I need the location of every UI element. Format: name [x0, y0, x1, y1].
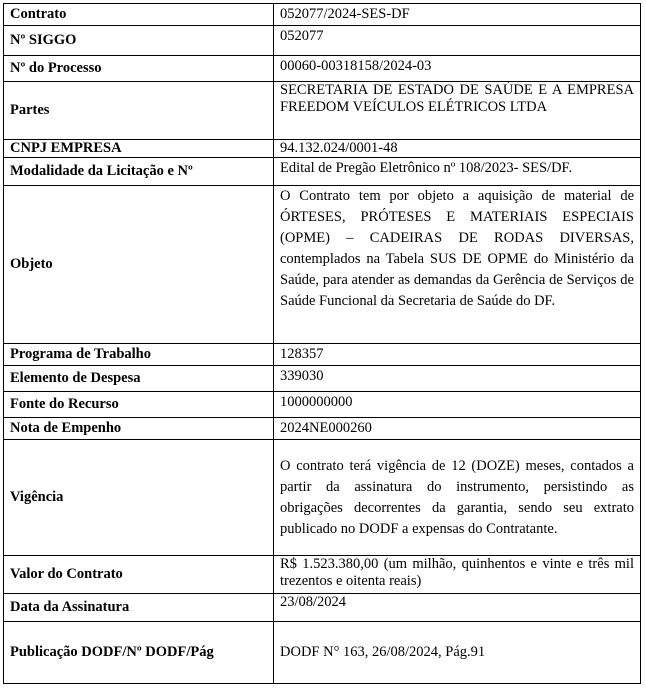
contract-summary-table — [3, 3, 641, 684]
table-row — [4, 158, 641, 186]
field-value-contrato: 052077/2024-SES-DF — [274, 4, 641, 26]
field-label-data-assinatura: Data da Assinatura — [4, 594, 274, 622]
field-label-elemento: Elemento de Despesa — [4, 366, 274, 392]
table-row — [4, 186, 641, 344]
table-row — [4, 366, 641, 392]
field-label-siggo: Nº SIGGO — [4, 26, 274, 56]
field-value-cnpj: 94.132.024/0001-48 — [274, 140, 641, 158]
field-value-partes: SECRETARIA DE ESTADO DE SAÚDE E A EMPRESA FREEDOM VEÍCULOS ELÉTRICOS LTDA — [274, 82, 641, 140]
field-value-modalidade: Edital de Pregão Eletrônico nº 108/2023- SES/DF. — [274, 158, 641, 186]
field-label-publicacao: Publicação DODF/Nº DODF/Pág — [4, 622, 274, 684]
field-label-objeto: Objeto — [4, 186, 274, 344]
field-value-objeto: O Contrato tem por objeto a aquisição de material de ÓRTESES, PRÓTESES E MATERIAIS ESPECIAIS (OPME) – CADEIRAS DE RODAS DIVERSAS, contemplados na Tabela SUS DE OPME do Ministério da Saúde, para atender as demandas da Gerência de Serviços de Saúde Funcional da Secretaria de Saúde do DF. — [274, 186, 641, 344]
field-label-cnpj: CNPJ EMPRESA — [4, 140, 274, 158]
field-value-valor: R$ 1.523.380,00 (um milhão, quinhentos e vinte e três mil trezentos e oitenta reais) — [274, 556, 641, 594]
field-value-siggo: 052077 — [274, 26, 641, 56]
table-row — [4, 392, 641, 418]
table-row — [4, 26, 641, 56]
table-row — [4, 344, 641, 366]
table-row — [4, 4, 641, 26]
field-value-data-assinatura: 23/08/2024 — [274, 594, 641, 622]
field-label-processo: Nº do Processo — [4, 56, 274, 82]
table-row — [4, 82, 641, 140]
table-row — [4, 440, 641, 556]
table-row — [4, 622, 641, 684]
table-row — [4, 556, 641, 594]
field-label-partes: Partes — [4, 82, 274, 140]
field-label-modalidade: Modalidade da Licitação e Nº — [4, 158, 274, 186]
field-label-vigencia: Vigência — [4, 440, 274, 556]
table-row — [4, 594, 641, 622]
field-label-fonte: Fonte do Recurso — [4, 392, 274, 418]
field-label-programa: Programa de Trabalho — [4, 344, 274, 366]
table-row — [4, 140, 641, 158]
field-label-contrato: Contrato — [4, 4, 274, 26]
field-value-processo: 00060-00318158/2024-03 — [274, 56, 641, 82]
field-value-vigencia: O contrato terá vigência de 12 (DOZE) meses, contados a partir da assinatura do instrumento, persistindo as obrigações decorrentes da garantia, sendo seu extrato publicado no DODF a expensas do Contratante. — [274, 440, 641, 556]
table-row — [4, 418, 641, 440]
field-value-elemento: 339030 — [274, 366, 641, 392]
field-value-publicacao: DODF N° 163, 26/08/2024, Pág.91 — [274, 622, 641, 684]
table-row — [4, 56, 641, 82]
field-value-empenho: 2024NE000260 — [274, 418, 641, 440]
field-value-programa: 128357 — [274, 344, 641, 366]
field-label-empenho: Nota de Empenho — [4, 418, 274, 440]
field-label-valor: Valor do Contrato — [4, 556, 274, 594]
field-value-fonte: 1000000000 — [274, 392, 641, 418]
